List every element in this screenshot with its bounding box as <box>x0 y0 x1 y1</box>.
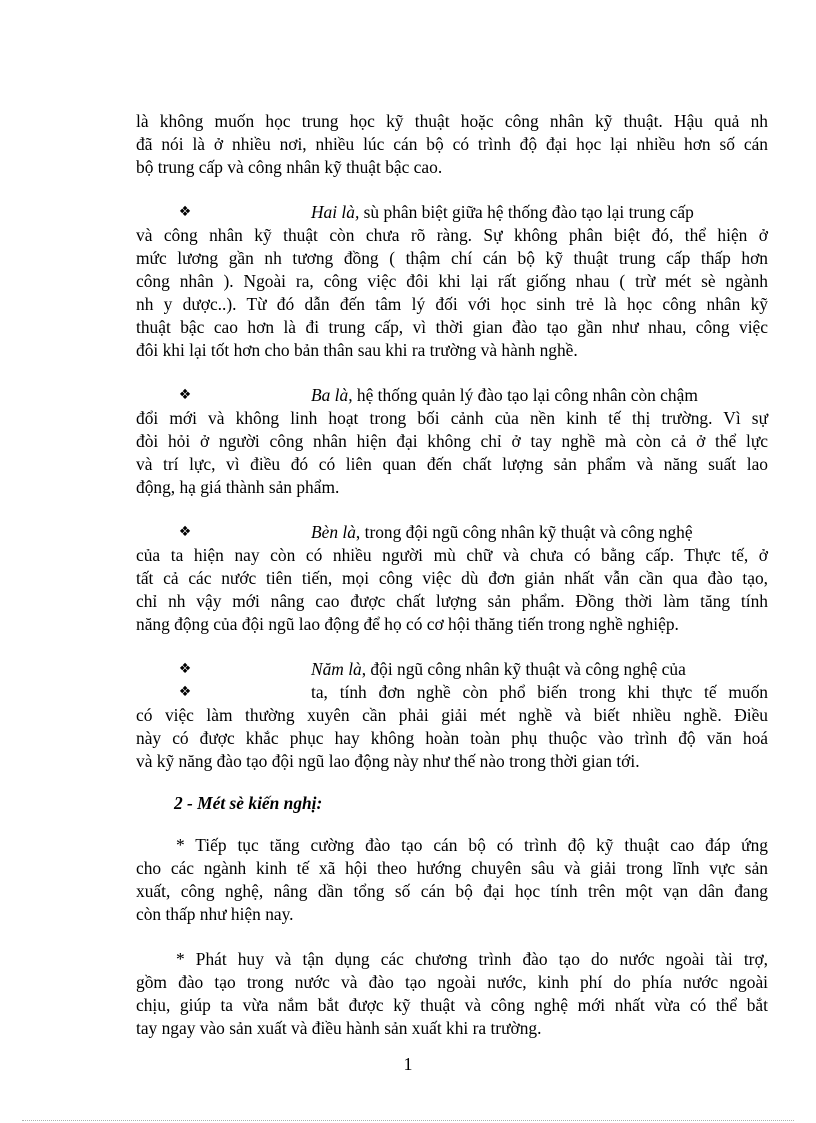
bullet-lead-line <box>136 681 768 704</box>
bullet-lead-italic: Ba là, <box>311 385 353 405</box>
text-line: tay ngay vào sản xuất và điều hành sản xuất khi ra trường. <box>136 1018 542 1038</box>
text-line: chịu, giúp ta vừa nắm bắt được kỹ thuật và công nghệ mới nhất vừa có thể bắt <box>136 995 768 1015</box>
paragraph-spacer <box>136 636 768 658</box>
text-line: chỉ nh vậy mới nâng cao được chất lượng sản phẩm. Đồng thời làm tăng tính <box>136 591 768 611</box>
document-page <box>136 110 768 1040</box>
bullet-lead <box>311 384 768 407</box>
bullet-lead-line <box>136 384 768 407</box>
text-line: động, hạ giá thành sản phẩm. <box>136 477 340 497</box>
text-line: đòi hỏi ở người công nhân hiện đại không chỉ ở tay nghề mà còn cả ở thể lực <box>136 431 768 451</box>
bullet-lead-text: , trong đội ngũ công nhân kỹ thuật và công nghệ <box>355 522 693 542</box>
page-number: 1 <box>403 1054 413 1074</box>
bullet-paragraph-hai-la <box>136 201 768 362</box>
bullet-paragraph-bon-la <box>136 521 768 636</box>
text-line: đổi mới và không linh hoạt trong bối cảnh của nền kinh tế thị trường. Vì sự <box>136 408 768 428</box>
bullet-paragraph-ba-la <box>136 384 768 499</box>
text-line: đã nói là ở nhiều nơi, nhiều lúc cán bộ có trình độ đại học lại nhiều hơn số cán <box>136 134 768 154</box>
text-line: tất cả các nước tiên tiến, mọi công việc dù đơn giản nhất vẫn cần qua đào tạo, <box>136 568 768 588</box>
text-line: còn thấp như hiện nay. <box>136 904 294 924</box>
intro-paragraph <box>136 110 768 179</box>
bullet-lead-line <box>136 201 768 224</box>
diamond-bullet-icon: ❖ <box>178 661 192 677</box>
bullet-lead <box>311 521 768 544</box>
text-line: của ta hiện nay còn có nhiều người mù chữ và chưa có bằng cấp. Thực tế, ở <box>136 545 768 565</box>
recommendation-paragraph <box>136 834 768 926</box>
paragraph-spacer <box>136 362 768 384</box>
bullet-lead-line <box>136 658 768 681</box>
diamond-bullet-icon: ❖ <box>178 684 192 700</box>
bullet-lead <box>311 201 768 224</box>
text-line: có việc làm thường xuyên cần phải giải mét nghề và biết nhiều nghề. Điều <box>136 705 768 725</box>
text-line: cho các ngành kinh tế xã hội theo hướng chuyên sâu và giải trong lĩnh vực sản <box>136 858 768 878</box>
text-line: bộ trung cấp và công nhân kỹ thuật bậc cao. <box>136 157 443 177</box>
text-line: và công nhân kỹ thuật còn chưa rõ ràng. Sự không phân biệt đó, thể hiện ở <box>136 225 768 245</box>
paragraph-spacer <box>136 179 768 201</box>
text-line: * Phát huy và tận dụng các chương trình đào tạo do nước ngoài tài trợ, <box>176 949 768 969</box>
bullet-lead-text: , đội ngũ công nhân kỹ thuật và công nghệ của <box>361 659 686 679</box>
text-line: xuất, công nghệ, nâng dần tổng số cán bộ đại học tính trên một vạn dân đang <box>136 881 768 901</box>
recommendation-paragraph <box>136 948 768 1040</box>
text-line: nh y dược..). Từ đó dẫn đến tâm lý đối với học sinh trẻ là học công nhân kỹ <box>136 294 768 314</box>
paragraph-spacer <box>136 773 768 792</box>
text-line: mức lương gần nh tương đồng ( thậm chí cán bộ kỹ thuật trung cấp thấp hơn <box>136 248 768 268</box>
diamond-bullet-icon: ❖ <box>178 387 192 403</box>
text-line: là không muốn học trung học kỹ thuật hoặc công nhân kỹ thuật. Hậu quả nh <box>136 111 768 131</box>
diamond-bullet-icon: ❖ <box>178 204 192 220</box>
text-line: năng động của đội ngũ lao động để họ có cơ hội thăng tiến trong nghề nghiệp. <box>136 614 679 634</box>
bullet-paragraph-nam-la <box>136 658 768 773</box>
bullet-lead-italic: Bèn là <box>311 522 356 542</box>
bullet-lead-italic: Hai là, <box>311 202 360 222</box>
bullet-lead-text: sù phân biệt giữa hệ thống đào tạo lại trung cấp <box>359 202 694 222</box>
text-line: đôi khi lại tốt hơn cho bản thân sau khi ra trường và hành nghề. <box>136 340 578 360</box>
bullet-lead-italic: Năm là <box>311 659 362 679</box>
text-line: và kỹ năng đào tạo đội ngũ lao động này như thế nào trong thời gian tới. <box>136 751 640 771</box>
text-line: * Tiếp tục tăng cường đào tạo cán bộ có trình độ kỹ thuật cao đáp ứng <box>176 835 768 855</box>
paragraph-spacer <box>136 499 768 521</box>
paragraph-spacer <box>136 926 768 948</box>
section-heading: 2 - Mét sè kiến nghị: <box>174 793 323 813</box>
paragraph-spacer <box>136 815 768 834</box>
text-line: thuật bậc cao hơn là đi trung cấp, vì thời gian đào tạo gần như nhau, công việc <box>136 317 768 337</box>
bullet-lead-text: hệ thống quản lý đào tạo lại công nhân còn chậm <box>352 385 698 405</box>
page-bottom-rule <box>22 1120 794 1121</box>
text-line: này có được khắc phục hay không hoàn toàn phụ thuộc vào trình độ văn hoá <box>136 728 768 748</box>
text-line: công nhân ). Ngoài ra, công việc đôi khi lại rất giống nhau ( trừ mét sè ngành <box>136 271 768 291</box>
text-line: và trí lực, vì điều đó có liên quan đến chất lượng sản phẩm và năng suất lao <box>136 454 768 474</box>
bullet-lead <box>311 658 768 681</box>
bullet-lead-text: ta, tính đơn nghề còn phổ biến trong khi thực tế muốn <box>311 682 768 702</box>
diamond-bullet-icon: ❖ <box>178 524 192 540</box>
text-line: gồm đào tạo trong nước và đào tạo ngoài nước, kinh phí do phía nước ngoài <box>136 972 768 992</box>
bullet-lead-line <box>136 521 768 544</box>
